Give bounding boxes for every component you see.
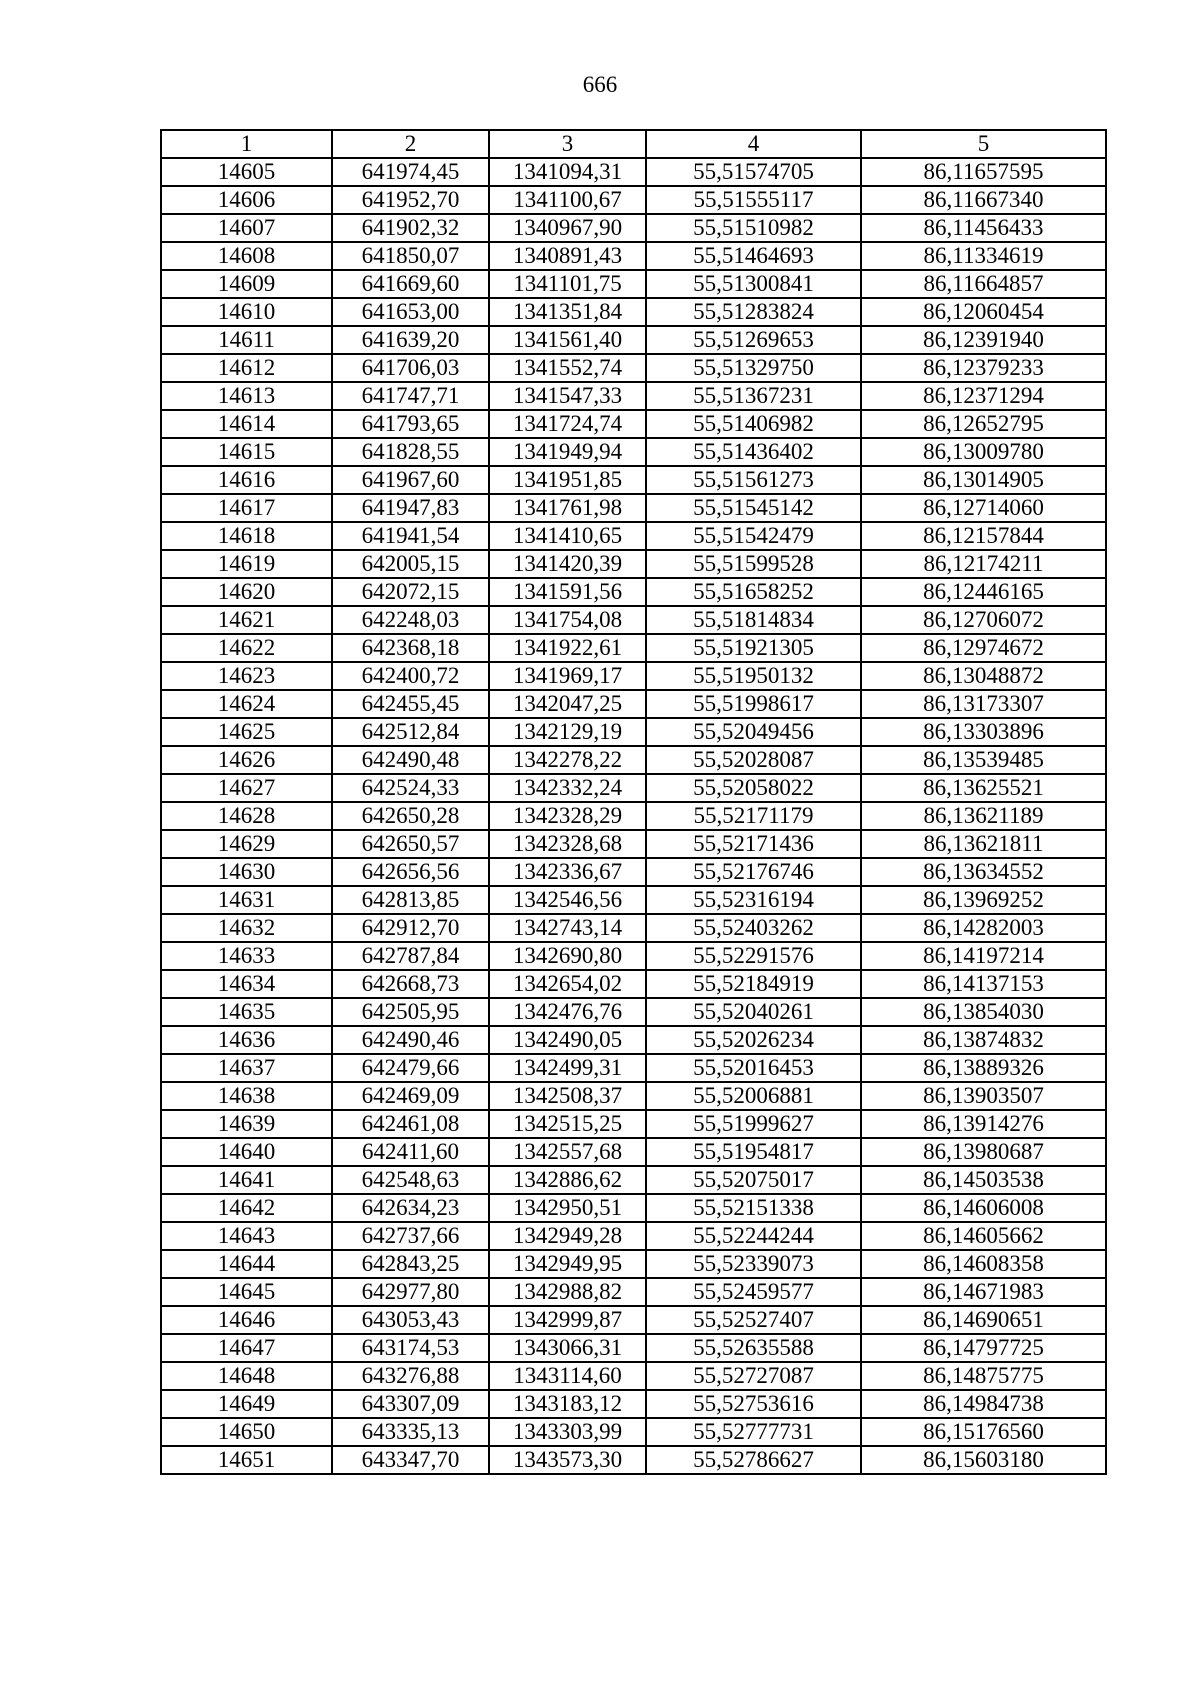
table-row — [161, 522, 1106, 550]
cell-latitude: 55,52316194 — [646, 886, 861, 914]
cell-point-number: 14610 — [161, 298, 332, 326]
cell-y-coordinate: 1342332,24 — [489, 774, 646, 802]
cell-longitude: 86,12652795 — [861, 410, 1106, 438]
table-row — [161, 242, 1106, 270]
cell-point-number: 14635 — [161, 998, 332, 1026]
cell-point-number: 14624 — [161, 690, 332, 718]
cell-longitude: 86,11664857 — [861, 270, 1106, 298]
cell-x-coordinate: 641967,60 — [332, 466, 489, 494]
cell-longitude: 86,13539485 — [861, 746, 1106, 774]
table-row — [161, 746, 1106, 774]
cell-latitude: 55,52171436 — [646, 830, 861, 858]
cell-y-coordinate: 1342949,28 — [489, 1222, 646, 1250]
cell-latitude: 55,52339073 — [646, 1250, 861, 1278]
cell-x-coordinate: 642737,66 — [332, 1222, 489, 1250]
cell-longitude: 86,14797725 — [861, 1334, 1106, 1362]
cell-point-number: 14620 — [161, 578, 332, 606]
cell-y-coordinate: 1342546,56 — [489, 886, 646, 914]
cell-y-coordinate: 1341969,17 — [489, 662, 646, 690]
table-row — [161, 158, 1106, 186]
cell-latitude: 55,51300841 — [646, 270, 861, 298]
cell-y-coordinate: 1342743,14 — [489, 914, 646, 942]
cell-y-coordinate: 1341420,39 — [489, 550, 646, 578]
cell-x-coordinate: 642368,18 — [332, 634, 489, 662]
cell-x-coordinate: 642248,03 — [332, 606, 489, 634]
cell-latitude: 55,52777731 — [646, 1418, 861, 1446]
cell-longitude: 86,12974672 — [861, 634, 1106, 662]
cell-y-coordinate: 1340891,43 — [489, 242, 646, 270]
cell-point-number: 14623 — [161, 662, 332, 690]
cell-x-coordinate: 642469,09 — [332, 1082, 489, 1110]
cell-y-coordinate: 1343573,30 — [489, 1446, 646, 1474]
cell-latitude: 55,51998617 — [646, 690, 861, 718]
cell-point-number: 14633 — [161, 942, 332, 970]
cell-point-number: 14606 — [161, 186, 332, 214]
table-row — [161, 662, 1106, 690]
cell-y-coordinate: 1343066,31 — [489, 1334, 646, 1362]
cell-latitude: 55,51542479 — [646, 522, 861, 550]
cell-x-coordinate: 643174,53 — [332, 1334, 489, 1362]
cell-latitude: 55,52049456 — [646, 718, 861, 746]
cell-x-coordinate: 641706,03 — [332, 354, 489, 382]
cell-x-coordinate: 642634,23 — [332, 1194, 489, 1222]
cell-y-coordinate: 1342654,02 — [489, 970, 646, 998]
cell-y-coordinate: 1342278,22 — [489, 746, 646, 774]
cell-latitude: 55,52006881 — [646, 1082, 861, 1110]
column-header: 3 — [489, 130, 646, 158]
cell-latitude: 55,51464693 — [646, 242, 861, 270]
table-row — [161, 942, 1106, 970]
table-row — [161, 382, 1106, 410]
column-header: 4 — [646, 130, 861, 158]
table-row — [161, 718, 1106, 746]
cell-longitude: 86,12714060 — [861, 494, 1106, 522]
cell-longitude: 86,14137153 — [861, 970, 1106, 998]
cell-longitude: 86,13303896 — [861, 718, 1106, 746]
table-row — [161, 1194, 1106, 1222]
cell-longitude: 86,13980687 — [861, 1138, 1106, 1166]
cell-x-coordinate: 641850,07 — [332, 242, 489, 270]
cell-latitude: 55,52026234 — [646, 1026, 861, 1054]
cell-longitude: 86,14984738 — [861, 1390, 1106, 1418]
cell-point-number: 14612 — [161, 354, 332, 382]
cell-point-number: 14647 — [161, 1334, 332, 1362]
table-row — [161, 858, 1106, 886]
cell-y-coordinate: 1342949,95 — [489, 1250, 646, 1278]
table-row — [161, 494, 1106, 522]
cell-latitude: 55,52291576 — [646, 942, 861, 970]
cell-x-coordinate: 642912,70 — [332, 914, 489, 942]
cell-latitude: 55,52040261 — [646, 998, 861, 1026]
table-row — [161, 438, 1106, 466]
cell-point-number: 14632 — [161, 914, 332, 942]
cell-y-coordinate: 1341724,74 — [489, 410, 646, 438]
table-row — [161, 1082, 1106, 1110]
cell-latitude: 55,52635588 — [646, 1334, 861, 1362]
cell-point-number: 14627 — [161, 774, 332, 802]
cell-point-number: 14608 — [161, 242, 332, 270]
cell-y-coordinate: 1340967,90 — [489, 214, 646, 242]
cell-y-coordinate: 1341547,33 — [489, 382, 646, 410]
cell-y-coordinate: 1342999,87 — [489, 1306, 646, 1334]
table-row — [161, 970, 1106, 998]
cell-point-number: 14618 — [161, 522, 332, 550]
cell-longitude: 86,13621189 — [861, 802, 1106, 830]
page-number: 666 — [582, 72, 618, 97]
cell-latitude: 55,51599528 — [646, 550, 861, 578]
cell-longitude: 86,14197214 — [861, 942, 1106, 970]
cell-y-coordinate: 1341351,84 — [489, 298, 646, 326]
cell-x-coordinate: 642787,84 — [332, 942, 489, 970]
cell-y-coordinate: 1342988,82 — [489, 1278, 646, 1306]
cell-longitude: 86,12371294 — [861, 382, 1106, 410]
cell-y-coordinate: 1342557,68 — [489, 1138, 646, 1166]
cell-latitude: 55,52075017 — [646, 1166, 861, 1194]
cell-longitude: 86,14282003 — [861, 914, 1106, 942]
cell-longitude: 86,13625521 — [861, 774, 1106, 802]
table-row — [161, 1110, 1106, 1138]
cell-point-number: 14625 — [161, 718, 332, 746]
table-row — [161, 1390, 1106, 1418]
cell-x-coordinate: 643276,88 — [332, 1362, 489, 1390]
table-row — [161, 1446, 1106, 1474]
cell-x-coordinate: 642512,84 — [332, 718, 489, 746]
cell-y-coordinate: 1341761,98 — [489, 494, 646, 522]
cell-point-number: 14614 — [161, 410, 332, 438]
cell-longitude: 86,13969252 — [861, 886, 1106, 914]
cell-x-coordinate: 641828,55 — [332, 438, 489, 466]
cell-x-coordinate: 642650,28 — [332, 802, 489, 830]
table-row — [161, 634, 1106, 662]
cell-latitude: 55,52459577 — [646, 1278, 861, 1306]
cell-longitude: 86,13874832 — [861, 1026, 1106, 1054]
cell-point-number: 14628 — [161, 802, 332, 830]
column-header: 1 — [161, 130, 332, 158]
cell-latitude: 55,52151338 — [646, 1194, 861, 1222]
cell-latitude: 55,51921305 — [646, 634, 861, 662]
cell-latitude: 55,51999627 — [646, 1110, 861, 1138]
cell-x-coordinate: 642650,57 — [332, 830, 489, 858]
coordinates-table — [160, 129, 1107, 1475]
table-row — [161, 186, 1106, 214]
cell-point-number: 14626 — [161, 746, 332, 774]
cell-longitude: 86,13903507 — [861, 1082, 1106, 1110]
cell-longitude: 86,14608358 — [861, 1250, 1106, 1278]
cell-x-coordinate: 642005,15 — [332, 550, 489, 578]
cell-y-coordinate: 1341552,74 — [489, 354, 646, 382]
cell-point-number: 14643 — [161, 1222, 332, 1250]
table-row — [161, 1222, 1106, 1250]
cell-latitude: 55,52527407 — [646, 1306, 861, 1334]
cell-longitude: 86,13009780 — [861, 438, 1106, 466]
table-row — [161, 466, 1106, 494]
cell-y-coordinate: 1341951,85 — [489, 466, 646, 494]
cell-point-number: 14639 — [161, 1110, 332, 1138]
cell-latitude: 55,52753616 — [646, 1390, 861, 1418]
cell-point-number: 14649 — [161, 1390, 332, 1418]
cell-point-number: 14641 — [161, 1166, 332, 1194]
cell-x-coordinate: 641669,60 — [332, 270, 489, 298]
cell-point-number: 14617 — [161, 494, 332, 522]
cell-longitude: 86,11334619 — [861, 242, 1106, 270]
cell-point-number: 14616 — [161, 466, 332, 494]
cell-x-coordinate: 642656,56 — [332, 858, 489, 886]
cell-longitude: 86,15603180 — [861, 1446, 1106, 1474]
cell-longitude: 86,13173307 — [861, 690, 1106, 718]
cell-longitude: 86,14690651 — [861, 1306, 1106, 1334]
cell-point-number: 14650 — [161, 1418, 332, 1446]
cell-latitude: 55,51367231 — [646, 382, 861, 410]
cell-point-number: 14646 — [161, 1306, 332, 1334]
cell-y-coordinate: 1342336,67 — [489, 858, 646, 886]
cell-latitude: 55,51545142 — [646, 494, 861, 522]
cell-latitude: 55,52184919 — [646, 970, 861, 998]
cell-longitude: 86,13854030 — [861, 998, 1106, 1026]
table-row — [161, 410, 1106, 438]
cell-longitude: 86,13634552 — [861, 858, 1106, 886]
cell-x-coordinate: 642479,66 — [332, 1054, 489, 1082]
cell-latitude: 55,51329750 — [646, 354, 861, 382]
cell-latitude: 55,51561273 — [646, 466, 861, 494]
cell-point-number: 14629 — [161, 830, 332, 858]
cell-latitude: 55,52016453 — [646, 1054, 861, 1082]
cell-y-coordinate: 1342490,05 — [489, 1026, 646, 1054]
cell-point-number: 14636 — [161, 1026, 332, 1054]
table-row — [161, 886, 1106, 914]
cell-latitude: 55,52727087 — [646, 1362, 861, 1390]
cell-latitude: 55,52171179 — [646, 802, 861, 830]
cell-y-coordinate: 1343303,99 — [489, 1418, 646, 1446]
cell-point-number: 14605 — [161, 158, 332, 186]
cell-longitude: 86,15176560 — [861, 1418, 1106, 1446]
table-row — [161, 774, 1106, 802]
cell-y-coordinate: 1343114,60 — [489, 1362, 646, 1390]
table-row — [161, 1306, 1106, 1334]
table-row — [161, 270, 1106, 298]
cell-point-number: 14621 — [161, 606, 332, 634]
cell-x-coordinate: 642524,33 — [332, 774, 489, 802]
table-row — [161, 1334, 1106, 1362]
cell-x-coordinate: 642411,60 — [332, 1138, 489, 1166]
cell-latitude: 55,52786627 — [646, 1446, 861, 1474]
cell-y-coordinate: 1341410,65 — [489, 522, 646, 550]
cell-x-coordinate: 642400,72 — [332, 662, 489, 690]
cell-point-number: 14638 — [161, 1082, 332, 1110]
cell-x-coordinate: 642505,95 — [332, 998, 489, 1026]
cell-point-number: 14637 — [161, 1054, 332, 1082]
cell-point-number: 14642 — [161, 1194, 332, 1222]
table-row — [161, 1026, 1106, 1054]
cell-x-coordinate: 641941,54 — [332, 522, 489, 550]
cell-point-number: 14644 — [161, 1250, 332, 1278]
cell-point-number: 14607 — [161, 214, 332, 242]
cell-point-number: 14609 — [161, 270, 332, 298]
cell-latitude: 55,51954817 — [646, 1138, 861, 1166]
cell-latitude: 55,51574705 — [646, 158, 861, 186]
cell-latitude: 55,51814834 — [646, 606, 861, 634]
table-row — [161, 1418, 1106, 1446]
cell-x-coordinate: 643347,70 — [332, 1446, 489, 1474]
table-row — [161, 1278, 1106, 1306]
cell-longitude: 86,13621811 — [861, 830, 1106, 858]
cell-point-number: 14630 — [161, 858, 332, 886]
cell-point-number: 14634 — [161, 970, 332, 998]
cell-latitude: 55,51269653 — [646, 326, 861, 354]
table-row — [161, 830, 1106, 858]
cell-longitude: 86,13048872 — [861, 662, 1106, 690]
table-row — [161, 1054, 1106, 1082]
cell-longitude: 86,12706072 — [861, 606, 1106, 634]
column-header: 5 — [861, 130, 1106, 158]
cell-latitude: 55,51406982 — [646, 410, 861, 438]
cell-y-coordinate: 1341101,75 — [489, 270, 646, 298]
table-row — [161, 914, 1106, 942]
cell-point-number: 14615 — [161, 438, 332, 466]
cell-y-coordinate: 1342515,25 — [489, 1110, 646, 1138]
cell-x-coordinate: 641793,65 — [332, 410, 489, 438]
cell-latitude: 55,52403262 — [646, 914, 861, 942]
table-row — [161, 690, 1106, 718]
cell-y-coordinate: 1342047,25 — [489, 690, 646, 718]
cell-y-coordinate: 1341591,56 — [489, 578, 646, 606]
cell-y-coordinate: 1341922,61 — [489, 634, 646, 662]
table-row — [161, 298, 1106, 326]
cell-latitude: 55,52244244 — [646, 1222, 861, 1250]
cell-latitude: 55,51555117 — [646, 186, 861, 214]
cell-longitude: 86,14503538 — [861, 1166, 1106, 1194]
cell-x-coordinate: 641974,45 — [332, 158, 489, 186]
cell-point-number: 14651 — [161, 1446, 332, 1474]
cell-x-coordinate: 642490,48 — [332, 746, 489, 774]
cell-latitude: 55,52028087 — [646, 746, 861, 774]
cell-y-coordinate: 1341949,94 — [489, 438, 646, 466]
cell-x-coordinate: 642843,25 — [332, 1250, 489, 1278]
cell-latitude: 55,51950132 — [646, 662, 861, 690]
cell-longitude: 86,14605662 — [861, 1222, 1106, 1250]
cell-longitude: 86,12446165 — [861, 578, 1106, 606]
cell-x-coordinate: 642813,85 — [332, 886, 489, 914]
cell-y-coordinate: 1342950,51 — [489, 1194, 646, 1222]
cell-x-coordinate: 643053,43 — [332, 1306, 489, 1334]
cell-point-number: 14640 — [161, 1138, 332, 1166]
table-row — [161, 214, 1106, 242]
cell-x-coordinate: 641952,70 — [332, 186, 489, 214]
cell-y-coordinate: 1341754,08 — [489, 606, 646, 634]
table-row — [161, 998, 1106, 1026]
cell-x-coordinate: 642072,15 — [332, 578, 489, 606]
table-row — [161, 1166, 1106, 1194]
cell-point-number: 14619 — [161, 550, 332, 578]
cell-latitude: 55,52176746 — [646, 858, 861, 886]
cell-y-coordinate: 1342129,19 — [489, 718, 646, 746]
cell-y-coordinate: 1342328,29 — [489, 802, 646, 830]
cell-longitude: 86,12157844 — [861, 522, 1106, 550]
cell-point-number: 14631 — [161, 886, 332, 914]
cell-longitude: 86,12060454 — [861, 298, 1106, 326]
cell-latitude: 55,52058022 — [646, 774, 861, 802]
table-row — [161, 802, 1106, 830]
cell-longitude: 86,12391940 — [861, 326, 1106, 354]
cell-x-coordinate: 642548,63 — [332, 1166, 489, 1194]
cell-x-coordinate: 641653,00 — [332, 298, 489, 326]
cell-x-coordinate: 643335,13 — [332, 1418, 489, 1446]
cell-y-coordinate: 1342476,76 — [489, 998, 646, 1026]
cell-y-coordinate: 1343183,12 — [489, 1390, 646, 1418]
cell-latitude: 55,51510982 — [646, 214, 861, 242]
cell-y-coordinate: 1342328,68 — [489, 830, 646, 858]
cell-x-coordinate: 641947,83 — [332, 494, 489, 522]
cell-point-number: 14648 — [161, 1362, 332, 1390]
table-body — [161, 158, 1106, 1474]
cell-longitude: 86,12379233 — [861, 354, 1106, 382]
table-row — [161, 1362, 1106, 1390]
cell-longitude: 86,14671983 — [861, 1278, 1106, 1306]
cell-longitude: 86,13014905 — [861, 466, 1106, 494]
cell-x-coordinate: 642490,46 — [332, 1026, 489, 1054]
cell-x-coordinate: 642668,73 — [332, 970, 489, 998]
cell-longitude: 86,11456433 — [861, 214, 1106, 242]
table-row — [161, 550, 1106, 578]
cell-y-coordinate: 1341094,31 — [489, 158, 646, 186]
cell-point-number: 14622 — [161, 634, 332, 662]
table-row — [161, 354, 1106, 382]
cell-y-coordinate: 1342499,31 — [489, 1054, 646, 1082]
table-row — [161, 606, 1106, 634]
cell-x-coordinate: 641639,20 — [332, 326, 489, 354]
cell-x-coordinate: 642455,45 — [332, 690, 489, 718]
table-row — [161, 326, 1106, 354]
cell-longitude: 86,14875775 — [861, 1362, 1106, 1390]
column-header: 2 — [332, 130, 489, 158]
cell-x-coordinate: 641747,71 — [332, 382, 489, 410]
cell-latitude: 55,51658252 — [646, 578, 861, 606]
cell-y-coordinate: 1342690,80 — [489, 942, 646, 970]
cell-longitude: 86,12174211 — [861, 550, 1106, 578]
cell-point-number: 14645 — [161, 1278, 332, 1306]
table-row — [161, 578, 1106, 606]
cell-x-coordinate: 641902,32 — [332, 214, 489, 242]
cell-longitude: 86,13889326 — [861, 1054, 1106, 1082]
cell-longitude: 86,11657595 — [861, 158, 1106, 186]
cell-y-coordinate: 1342508,37 — [489, 1082, 646, 1110]
cell-longitude: 86,14606008 — [861, 1194, 1106, 1222]
table-row — [161, 1138, 1106, 1166]
cell-longitude: 86,13914276 — [861, 1110, 1106, 1138]
cell-y-coordinate: 1341561,40 — [489, 326, 646, 354]
cell-latitude: 55,51436402 — [646, 438, 861, 466]
table-row — [161, 1250, 1106, 1278]
cell-x-coordinate: 643307,09 — [332, 1390, 489, 1418]
cell-longitude: 86,11667340 — [861, 186, 1106, 214]
cell-x-coordinate: 642461,08 — [332, 1110, 489, 1138]
cell-y-coordinate: 1342886,62 — [489, 1166, 646, 1194]
table-header-row — [161, 130, 1106, 158]
cell-latitude: 55,51283824 — [646, 298, 861, 326]
cell-point-number: 14613 — [161, 382, 332, 410]
cell-point-number: 14611 — [161, 326, 332, 354]
cell-y-coordinate: 1341100,67 — [489, 186, 646, 214]
cell-x-coordinate: 642977,80 — [332, 1278, 489, 1306]
